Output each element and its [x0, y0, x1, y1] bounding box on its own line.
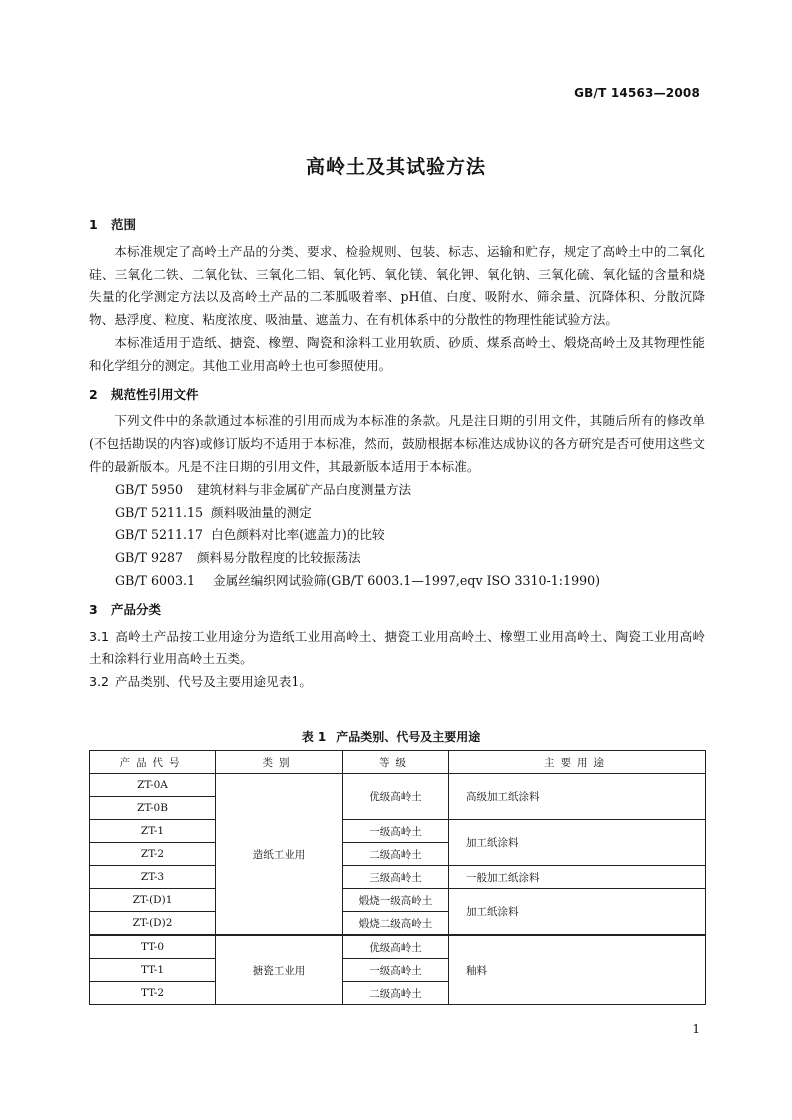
table-row: [90, 866, 706, 889]
reference-title: 建筑材料与非金属矿产品白度测量方法: [197, 481, 412, 497]
use-cell: 高级加工纸涂料: [449, 774, 706, 820]
use-cell: 加工纸涂料: [449, 889, 706, 936]
section-2-heading: [89, 384, 705, 407]
grade-cell: 一级高岭土: [343, 959, 449, 982]
product-classification-table: [89, 750, 706, 1005]
product-code-cell: ZT-(D)1: [90, 889, 216, 912]
page-number: 1: [692, 1022, 700, 1036]
section-title: 产品分类: [111, 601, 162, 617]
product-code-cell: ZT-(D)2: [90, 912, 216, 936]
reference-title: 颜料易分散程度的比较振荡法: [197, 550, 361, 566]
product-code-cell: ZT-3: [90, 866, 216, 889]
section-number: 1: [89, 217, 98, 232]
reference-code: GB/T 5950: [115, 481, 184, 497]
grade-cell: 优级高岭土: [343, 935, 449, 959]
section-number: 2: [89, 386, 98, 402]
paragraph: 下列文件中的条款通过本标准的引用而成为本标准的条款。凡是注日期的引用文件，其随后所有的修改单(不包括勘误的内容)或修订版均不适用于本标准，然而，鼓励根据本标准达成协议的各方研究是否可使用这些文件的最新版本。凡是不注日期的引用文件，其最新版本适用于本标准。: [89, 413, 705, 474]
grade-cell: 优级高岭土: [343, 774, 449, 820]
reference-title: 白色颜料对比率(遮盖力)的比较: [211, 527, 385, 543]
product-code-cell: ZT-0B: [90, 797, 216, 820]
reference-item: [89, 502, 705, 525]
category-cell: 搪瓷工业用: [216, 935, 343, 1005]
document-title: 高岭土及其试验方法: [305, 156, 486, 178]
product-code-cell: ZT-1: [90, 820, 216, 843]
standard-number: GB/T 14563—2008: [574, 86, 700, 100]
reference-code: GB/T 9287: [115, 550, 184, 566]
clause-3-2: [89, 671, 705, 694]
table-header-row: [90, 751, 706, 774]
paragraph: 本标准规定了高岭土产品的分类、要求、检验规则、包装、标志、运输和贮存，规定了高岭土中的二氧化硅、三氧化二铁、二氧化钛、三氧化二铝、氧化钙、氧化镁、氧化钾、氧化钠、三氧化硫、氧化锰的含量和烧失量的化学测定方法以及高岭土产品的二苯胍吸着率、pH值、白度、吸附水、筛余量、沉降体积、分散沉降物、悬浮度、粒度、粘度浓度、吸油量、遮盖力、在有机体系中的分散性的物理性能试验方法。: [89, 243, 705, 328]
reference-item: [89, 547, 705, 570]
table-caption: [0, 728, 792, 745]
header-main-use: 主要用途: [449, 751, 706, 774]
reference-title: 金属丝编织网试验筛(GB/T 6003.1—1997,eqv ISO 3310-1:1990): [213, 572, 601, 588]
reference-code: GB/T 6003.1: [115, 572, 196, 588]
document-body: [89, 214, 705, 694]
header-product-code: 产品代号: [90, 751, 216, 774]
use-cell: 一般加工纸涂料: [449, 866, 706, 889]
table-row: [90, 774, 706, 797]
section-1-heading: [89, 214, 705, 237]
reference-item: [89, 479, 705, 502]
reference-item: [89, 570, 705, 593]
paragraph: 本标准适用于造纸、搪瓷、橡塑、陶瓷和涂料工业用软质、砂质、煤系高岭土、煅烧高岭土及其物理性能和化学组分的测定。其他工业用高岭土也可参照使用。: [89, 334, 705, 373]
header-category: 类别: [216, 751, 343, 774]
section-number: 3: [89, 601, 98, 617]
section-title: 范围: [111, 217, 137, 232]
grade-cell: 二级高岭土: [343, 982, 449, 1005]
product-code-cell: ZT-0A: [90, 774, 216, 797]
clause-text: 产品类别、代号及主要用途见表1。: [115, 674, 312, 690]
grade-cell: 煅烧二级高岭土: [343, 912, 449, 936]
table-row: [90, 889, 706, 912]
table-row: [90, 935, 706, 959]
table-row: [90, 820, 706, 843]
clause-number: 3.1: [89, 628, 110, 644]
reference-code: GB/T 5211.15: [115, 504, 204, 520]
grade-cell: 一级高岭土: [343, 820, 449, 843]
reference-title: 颜料吸油量的测定: [211, 504, 312, 520]
header-grade: 等级: [343, 751, 449, 774]
category-cell: 造纸工业用: [216, 774, 343, 936]
section-title: 规范性引用文件: [111, 386, 199, 402]
grade-cell: 三级高岭土: [343, 866, 449, 889]
table-number: 表 1: [301, 730, 327, 744]
use-cell: 加工纸涂料: [449, 820, 706, 866]
use-cell: 釉料: [449, 935, 706, 1005]
reference-item: [89, 524, 705, 547]
product-code-cell: TT-0: [90, 935, 216, 959]
section-3-heading: [89, 599, 705, 622]
product-code-cell: ZT-2: [90, 843, 216, 866]
grade-cell: 煅烧一级高岭土: [343, 889, 449, 912]
product-code-cell: TT-1: [90, 959, 216, 982]
clause-3-1: [89, 626, 705, 672]
reference-code: GB/T 5211.17: [115, 527, 204, 543]
clause-text: 高岭土产品按工业用途分为造纸工业用高岭土、搪瓷工业用高岭土、橡塑工业用高岭土、陶瓷工业用高岭土和涂料行业用高岭土五类。: [89, 628, 705, 667]
product-code-cell: TT-2: [90, 982, 216, 1005]
clause-number: 3.2: [89, 674, 110, 690]
grade-cell: 二级高岭土: [343, 843, 449, 866]
table-title: 产品类别、代号及主要用途: [336, 730, 481, 744]
